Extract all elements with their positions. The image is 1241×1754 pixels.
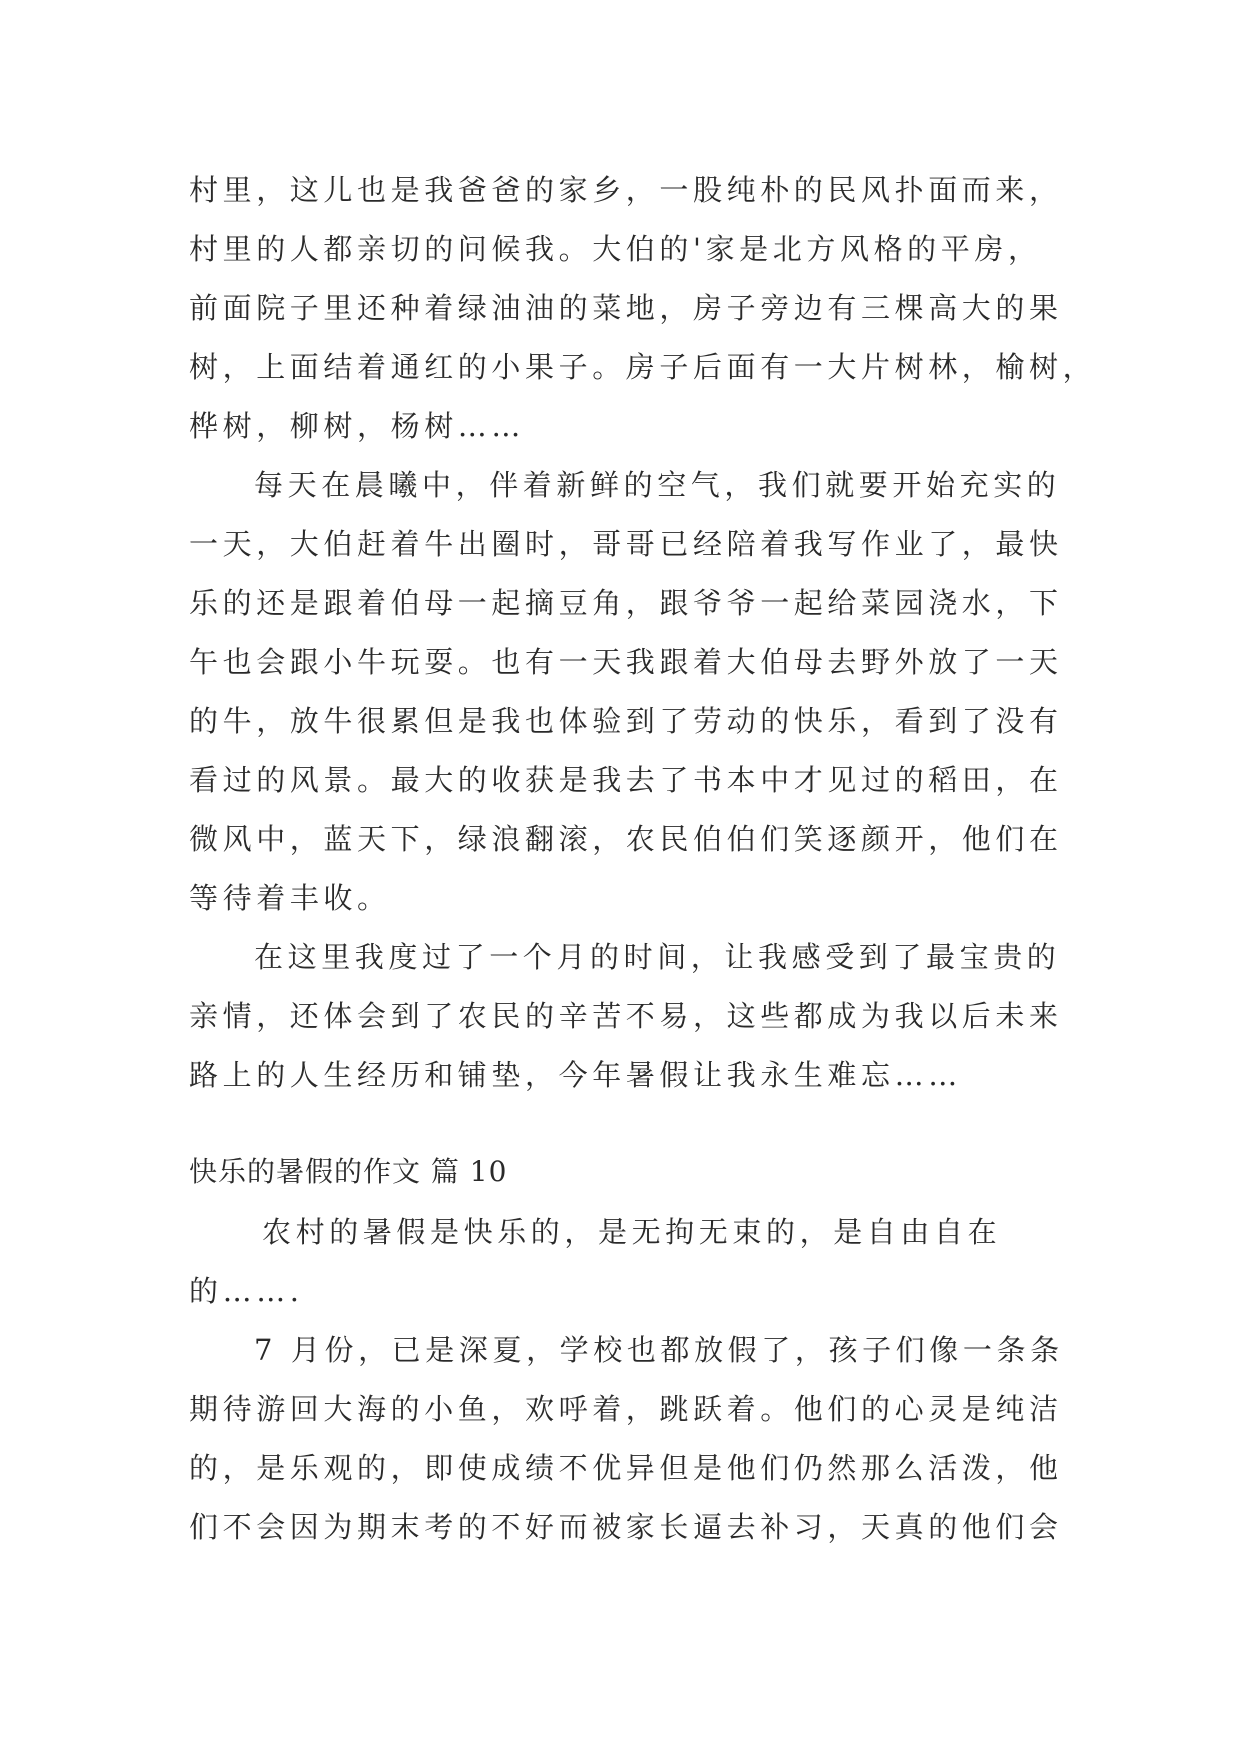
body-text-line: 路上的人生经历和铺垫，今年暑假让我永生难忘…… bbox=[189, 1058, 962, 1092]
body-text-line: 看过的风景。最大的收获是我去了书本中才见过的稻田，在 bbox=[189, 763, 1063, 797]
body-text-line: 们不会因为期末考的不好而被家长逼去补习，天真的他们会 bbox=[189, 1510, 1063, 1544]
body-text-line: 前面院子里还种着绿油油的菜地，房子旁边有三棵高大的果 bbox=[189, 291, 1063, 325]
body-text-line: 的……. bbox=[189, 1274, 304, 1308]
paragraph-start-line: 每天在晨曦中，伴着新鲜的空气，我们就要开始充实的 bbox=[254, 468, 1061, 502]
body-text-line: 村里的人都亲切的问候我。大伯的'家是北方风格的平房， bbox=[189, 232, 1042, 266]
body-text-line: 期待游回大海的小鱼，欢呼着，跳跃着。他们的心灵是纯洁 bbox=[189, 1392, 1063, 1426]
body-text-line: 的牛，放牛很累但是我也体验到了劳动的快乐，看到了没有 bbox=[189, 704, 1063, 738]
paragraph-start-line: 在这里我度过了一个月的时间，让我感受到了最宝贵的 bbox=[254, 940, 1061, 974]
body-text-line: 乐的还是跟着伯母一起摘豆角，跟爷爷一起给菜园浇水，下 bbox=[189, 586, 1063, 620]
paragraph-start-line: 农村的暑假是快乐的，是无拘无束的，是自由自在 bbox=[262, 1215, 1002, 1249]
section-heading: 快乐的暑假的作文 篇 10 bbox=[189, 1155, 508, 1188]
body-text-line: 桦树，柳树，杨树…… bbox=[189, 409, 526, 443]
body-text-line: 微风中，蓝天下，绿浪翻滚，农民伯伯们笑逐颜开，他们在 bbox=[189, 822, 1063, 856]
body-text-line: 一天，大伯赶着牛出圈时，哥哥已经陪着我写作业了，最快 bbox=[189, 527, 1063, 561]
body-text-line: 树，上面结着通红的小果子。房子后面有一大片树林，榆树， bbox=[189, 350, 1097, 384]
body-text-line: 午也会跟小牛玩耍。也有一天我跟着大伯母去野外放了一天 bbox=[189, 645, 1063, 679]
body-text-line: 亲情，还体会到了农民的辛苦不易，这些都成为我以后未来 bbox=[189, 999, 1063, 1033]
body-text-line: 等待着丰收。 bbox=[189, 881, 391, 915]
paragraph-start-line: 7 月份，已是深夏，学校也都放假了，孩子们像一条条 bbox=[254, 1333, 1064, 1367]
body-text-line: 的，是乐观的，即使成绩不优异但是他们仍然那么活泼，他 bbox=[189, 1451, 1063, 1485]
body-text-line: 村里，这儿也是我爸爸的家乡，一股纯朴的民风扑面而来， bbox=[189, 173, 1063, 207]
